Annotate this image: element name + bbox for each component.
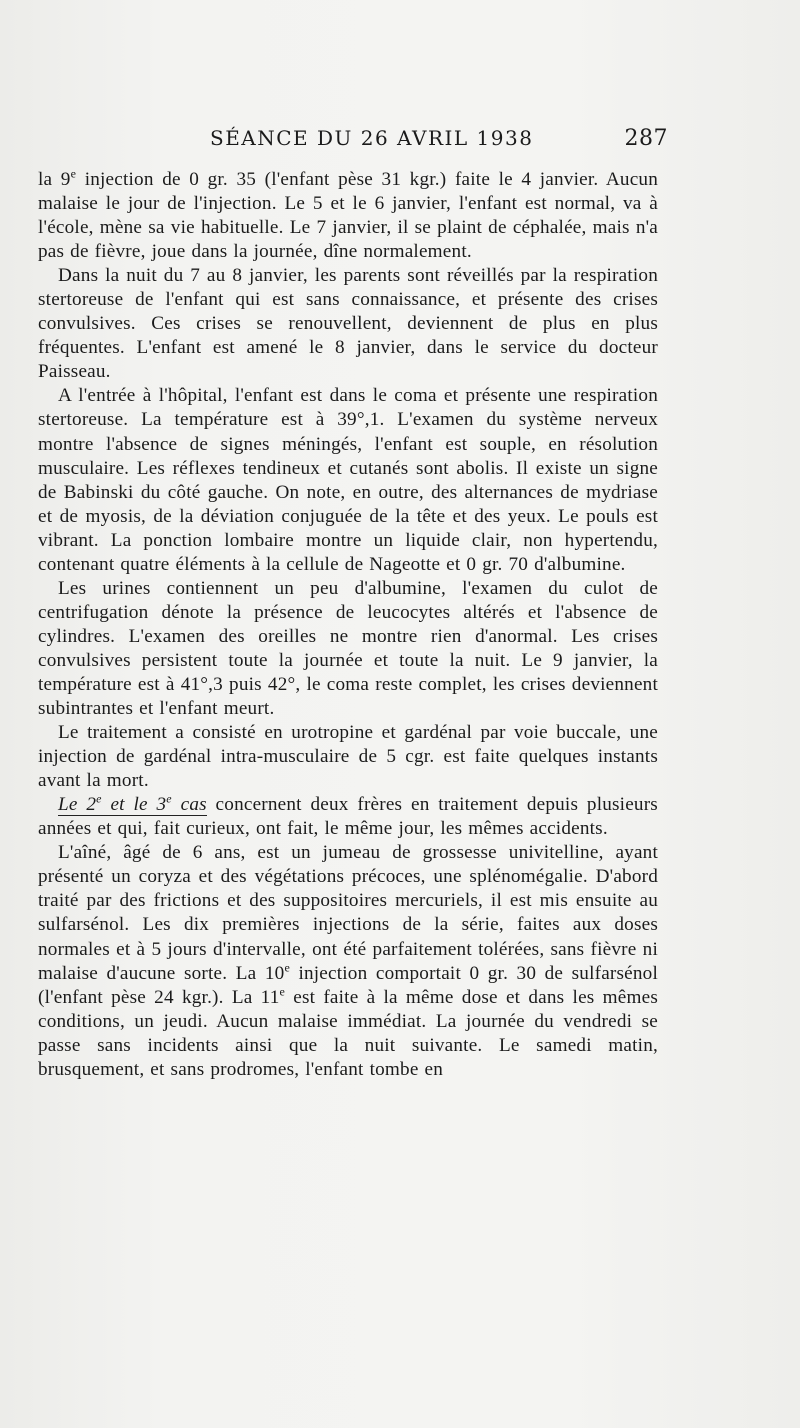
page-number: 287	[624, 126, 668, 151]
paragraph-elder-brother: L'aîné, âgé de 6 ans, est un jumeau de grossesse univitelline, ayant présenté un coryza et des végétations précoces, une splénomégalie. D'abord traité par des frictions et des suppositoires mercuriels, il est mis ensuite au sulfarsénol. Les dix premières injections de la série, faites aux doses normales et à 5 jours d'intervalle, ont été parfaitement tolérées, sans fièvre ni malaise d'aucune sorte. La 10e injection comportait 0 gr. 30 de sulfarsénol (l'enfant pèse 24 kgr.). La 11e est faite à la même dose et dans les mêmes conditions, un jeudi. Aucun malaise immédiat. La journée du vendredi se passe sans incidents ainsi que la nuit suivante. Le samedi matin, brusquement, et sans prodromes, l'enfant tombe en	[38, 842, 658, 1080]
paragraph-night-crisis: Dans la nuit du 7 au 8 janvier, les parents sont réveillés par la respiration stertoreuse de l'enfant qui est sans connaissance, et présente des crises convulsives. Ces crises se renouvellent, deviennent de plus en plus fréquentes. L'enfant est amené le 8 janvier, dans le service du docteur Paisseau.	[38, 265, 658, 383]
case-reference: Le 2e et le 3e cas	[58, 791, 207, 816]
paragraph-treatment: Le traitement a consisté en urotropine et gardénal par voie buccale, une injection de gardénal intra-musculaire de 5 cgr. est faite quelques instants avant la mort.	[38, 722, 658, 792]
paragraph-cases-two-three: Le 2e et le 3e cas concernent deux frères en traitement depuis plusieurs années et qui, fait curieux, ont fait, le même jour, les mêmes accidents.	[38, 791, 658, 840]
page-header	[210, 122, 668, 156]
running-title: SÉANCE DU 26 AVRIL 1938	[210, 126, 534, 150]
paragraph-continuation: la 9e injection de 0 gr. 35 (l'enfant pèse 31 kgr.) faite le 4 janvier. Aucun malaise le jour de l'injection. Le 5 et le 6 janvier, l'enfant est normal, va à l'école, mène sa vie habituelle. Le 7 janvier, il se plaint de céphalée, mais n'a pas de fièvre, joue dans la journée, dîne normalement.	[38, 166, 658, 263]
body-text	[38, 168, 658, 1082]
paragraph-hospital-admission: A l'entrée à l'hôpital, l'enfant est dans le coma et présente une respiration stertoreuse. La température est à 39°,1. L'examen du système nerveux montre l'absence de signes méningés, l'enfant est souple, en résolution musculaire. Les réflexes tendineux et cutanés sont abolis. Il existe un signe de Babinski du côté gauche. On note, en outre, des alternances de mydriase et de myosis, de la déviation conjuguée de la tête et des yeux. Le pouls est vibrant. La ponction lombaire montre un liquide clair, non hypertendu, contenant quatre éléments à la cellule de Nageotte et 0 gr. 70 d'albumine.	[38, 385, 658, 575]
paragraph-urine-exam: Les urines contiennent un peu d'albumine, l'examen du culot de centrifugation dénote la présence de leucocytes altérés et l'absence de cylindres. L'examen des oreilles ne montre rien d'anormal. Les crises convulsives persistent toute la journée et toute la nuit. Le 9 janvier, la température est à 41°,3 puis 42°, le coma reste complet, les crises deviennent subintrantes et l'enfant meurt.	[38, 577, 658, 720]
